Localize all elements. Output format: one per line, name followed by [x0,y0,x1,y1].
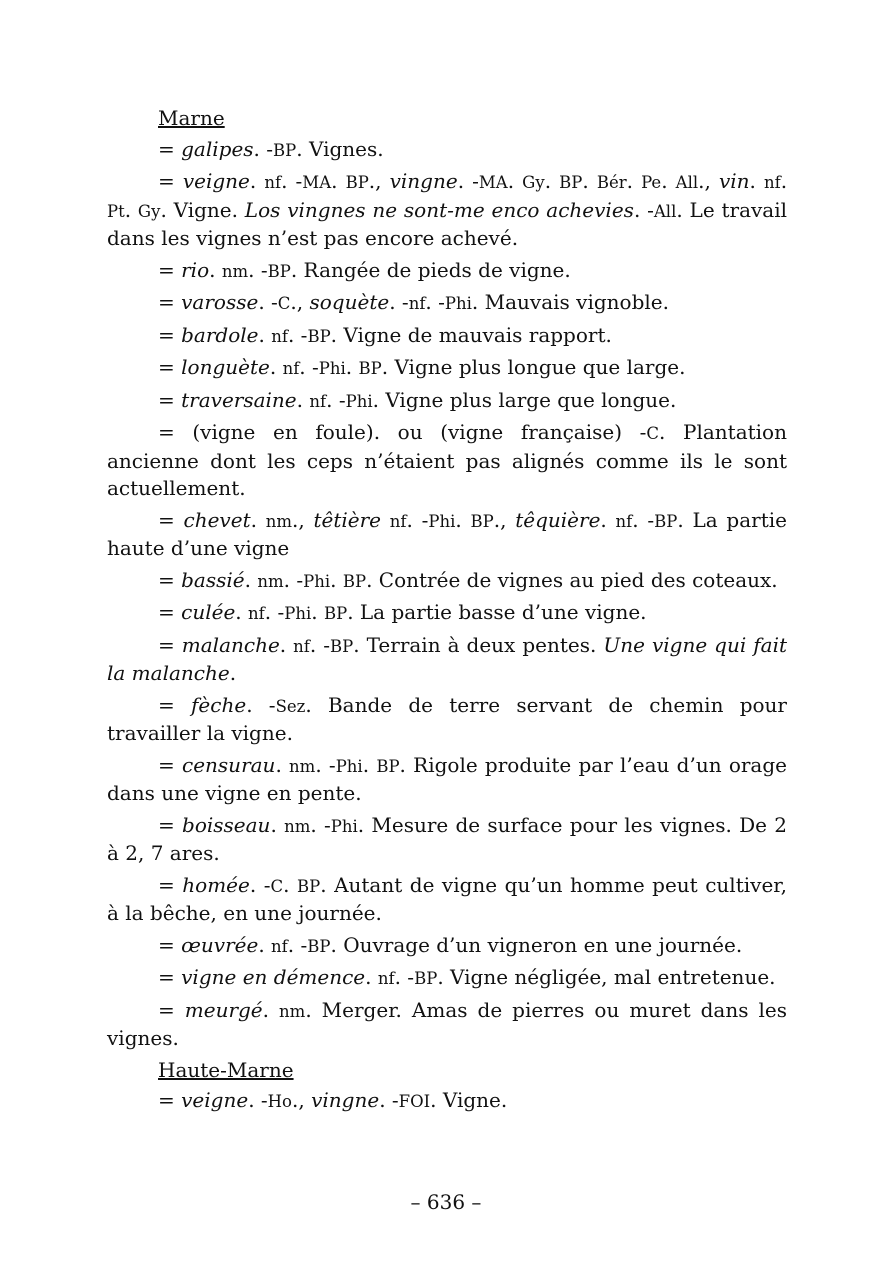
entry-meurge: = meurgé. nm. Merger. Amas de pierres ou muret dans les vignes. [107,997,787,1050]
entry-veigne-haute-marne: = veigne. -Ho., vingne. -FOI. Vigne. [158,1088,508,1112]
document-page [107,105,787,1120]
entry-homee: = homée. -C. BP. Autant de vigne qu’un homme peut cultiver, à la bêche, en une journée. [107,872,787,925]
entry-longuete: = longuète. nf. -Phi. BP. Vigne plus longue que large. [158,355,686,379]
entry-bassie: = bassié. nm. -Phi. BP. Contrée de vignes au pied des coteaux. [158,567,778,592]
entry-vigne-en-demence: = vigne en démence. nf. -BP. Vigne négligée, mal entretenue. [158,965,776,989]
entry-feche: = fèche. -Sez. Bande de terre servant de chemin pour travailler la vigne. [107,692,787,745]
page-number: – 636 – [410,1190,482,1214]
entry-galipes: = galipes. -BP. Vignes. [158,136,384,161]
section-heading-marne: Marne [158,106,225,130]
entry-oeuvree: = œuvrée. nf. -BP. Ouvrage d’un vigneron en une journée. [158,932,743,957]
entry-culee: = culée. nf. -Phi. BP. La partie basse d’une vigne. [158,600,647,624]
entry-veigne: = veigne. nf. -MA. BP., vingne. -MA. Gy. BP. Bér. Pe. All., vin. nf. Pt. Gy. Vigne. Los vingnes ne sont-me enco achevies. -All. Le travail dans les vignes n’est pas encore achevé. [107,169,788,250]
entry-censurau: = censurau. nm. -Phi. BP. Rigole produite par l’eau d’un orage dans une vigne en pente. [107,752,787,805]
entry-varosse: = varosse. -C., soquète. -nf. -Phi. Mauvais vignoble. [158,290,669,314]
section-heading-haute-marne: Haute-Marne [158,1057,294,1082]
entry-rio: = rio. nm. -BP. Rangée de pieds de vigne. [158,257,571,282]
entry-bardole: = bardole. nf. -BP. Vigne de mauvais rapport. [158,322,612,347]
entry-malanche: = malanche. nf. -BP. Terrain à deux pentes. Une vigne qui fait la malanche. [107,632,788,685]
entry-vigne-en-foule: = (vigne en foule). ou (vigne française) -C. Plantation ancienne dont les ceps n’étaient pas alignés comme ils le sont actuellement. [107,420,787,500]
entry-boisseau: = boisseau. nm. -Phi. Mesure de surface pour les vignes. De 2 à 2, 7 ares. [107,812,787,865]
entry-traversaine: = traversaine. nf. -Phi. Vigne plus large que longue. [158,387,677,412]
entry-chevet: = chevet. nm., têtière nf. -Phi. BP., têquière. nf. -BP. La partie haute d’une vigne [107,507,787,560]
